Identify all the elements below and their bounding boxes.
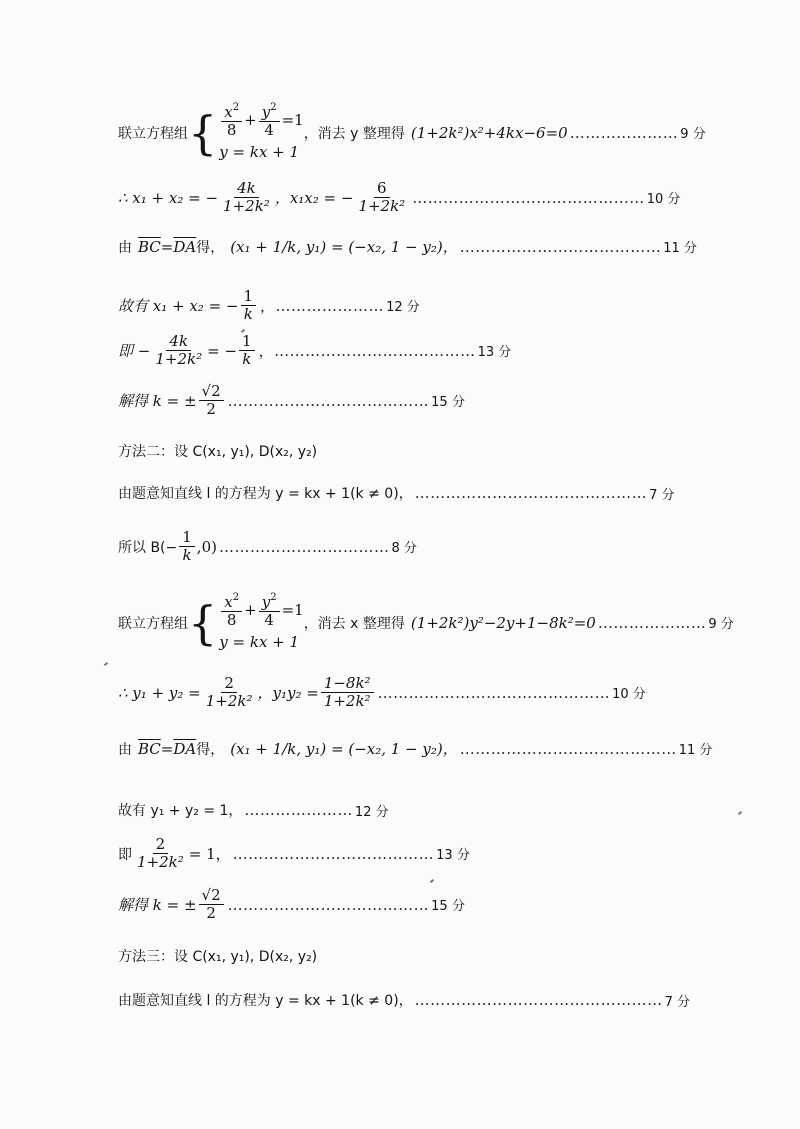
solution-line-equation-k: 即 − $\frac{4k}{\text{1+2k²}}$ = − $\frac{1}{k}$ ，………………………………… 13 分 — [118, 332, 512, 369]
left-brace: { — [188, 105, 218, 160]
leader-dots: ………………………………… — [459, 237, 662, 256]
fraction: $\frac{4k}{\text{1+2k²}}$ — [223, 179, 270, 216]
equation-system: { $\frac{x^2}{8}$ + $\frac{y^2}{4}$ =1 y = kx + 1 — [188, 102, 304, 164]
vector-bc: $\overline{BC}$ — [138, 739, 161, 758]
leader-dots: ，………………… — [260, 297, 385, 316]
fraction: $\frac{1}{k}$ — [179, 529, 195, 565]
leader-dots: ………………………………… — [227, 391, 430, 410]
score-mark: 7 分 — [664, 994, 691, 1010]
fraction: $\frac{2}{\text{1+2k²}}$ — [137, 835, 184, 872]
vector-equation: (x₁ + 1/k, y₁) = (−x₂, 1 − y₂)， — [230, 238, 458, 256]
elimination-note: ，消去 x 整理得 — [303, 615, 405, 632]
score-mark: 15 分 — [431, 395, 465, 411]
solution-line-sum-x: 故有 x₁ + x₂ = − $\frac{1}{k}$ ，………………… 12 分 — [118, 287, 420, 324]
method-three-heading: 方法三：设 C(x₁, y₁), D(x₂, y₂) — [118, 949, 318, 965]
leader-dots: ……………………………………… — [414, 484, 648, 502]
score-mark: 13 分 — [477, 345, 512, 361]
system-label: 联立方程组 — [118, 615, 188, 632]
score-mark: 11 分 — [663, 241, 697, 256]
left-brace: { — [188, 595, 218, 650]
quadratic-result: (1+2k²)x²+4kx−6=0 — [410, 123, 568, 142]
fraction: $\frac{√2}{2}$ — [199, 887, 224, 923]
solution-line-system-eliminate-y — [118, 102, 760, 164]
solution-line-system-eliminate-x — [118, 592, 760, 654]
leader-dots: …………………………… — [218, 537, 390, 556]
leader-dots: ………………… — [569, 123, 679, 142]
vector-bc: $\overline{BC}$ — [138, 237, 161, 256]
fraction: $\frac{\text{1−8k²}}{\text{1+2k²}}$ — [321, 675, 374, 711]
score-mark: 8 分 — [391, 541, 417, 557]
fraction: $\frac{1}{k}$ — [241, 288, 257, 324]
score-mark: 12 分 — [386, 300, 420, 316]
fraction: $\frac{√2}{2}$ — [199, 383, 224, 419]
score-mark: 12 分 — [354, 804, 389, 820]
score-mark: 9 分 — [680, 127, 706, 143]
equation-system: { $\frac{x^2}{8}$ + $\frac{y^2}{4}$ =1 y = kx + 1 — [188, 592, 304, 654]
solution-line-line-equation-2: 由题意知直线 l 的方程为 y = kx + 1(k ≠ 0)， ………………………………………… 7 分 — [118, 991, 691, 1010]
solution-line-point-b: 所以 B(− $\frac{1}{k}$ ,0) …………………………… 8 分 — [118, 528, 417, 565]
fraction: $\frac{1}{k}$ — [239, 333, 255, 369]
score-mark: 10 分 — [612, 687, 646, 703]
quadratic-result: (1+2k²)y²−2y+1−8k²=0 — [410, 613, 596, 632]
leader-dots: ………………… — [244, 801, 353, 819]
fraction: $\frac{2}{\text{1+2k²}}$ — [205, 674, 253, 711]
score-mark: 13 分 — [436, 848, 470, 864]
method-two-heading: 方法二：设 C(x₁, y₁), D(x₂, y₂) — [118, 444, 318, 460]
vector-equation: (x₁ + 1/k, y₁) = (−x₂, 1 − y₂)， — [230, 740, 458, 758]
fraction: $\frac{4k}{\text{1+2k²}}$ — [155, 332, 203, 369]
leader-dots: ………………………………………… — [414, 991, 663, 1009]
score-mark: 7 分 — [649, 487, 675, 503]
line-equation: y = kx + 1 — [219, 142, 300, 161]
leader-dots: ………………… — [597, 613, 707, 632]
system-label: 联立方程组 — [118, 125, 188, 142]
solution-line-line-equation: 由题意知直线 l 的方程为 y = kx + 1(k ≠ 0)， ……………………………………… 7 分 — [118, 484, 675, 503]
vector-da: $\overline{DA}$ — [173, 739, 197, 758]
solution-line-vector-condition-2: 由 $\overline{BC}$ = $\overline{DA}$ 得， (x₁ + 1/k, y₁) = (−x₂, 1 − y₂)， …………………………………… 11 分 — [118, 739, 713, 758]
vector-da: $\overline{DA}$ — [173, 237, 197, 256]
solution-line-equation-k-2: 即 $\frac{2}{\text{1+2k²}}$ = 1， ………………………………… 13 分 — [118, 835, 470, 872]
solution-line-vieta-x: ∴ x₁ + x₂ = − $\frac{4k}{\text{1+2k²}}$ ，x₁x₂ = − $\frac{6}{\text{1+2k²}}$ ……………………………………… 10 分 — [118, 179, 681, 216]
leader-dots: …………………………………… — [459, 739, 677, 758]
solution-line-solve-k-2: 解得 k = ± $\frac{√2}{2}$ ………………………………… 15 分 — [118, 886, 465, 923]
score-mark: 15 分 — [431, 899, 465, 915]
elimination-note: ，消去 y 整理得 — [303, 125, 405, 142]
score-mark: 9 分 — [708, 617, 734, 633]
leader-dots: ………………………………… — [232, 844, 435, 863]
score-mark: 10 分 — [646, 192, 681, 208]
leader-dots: ………………………………… — [227, 895, 430, 914]
solution-line-sum-y: 故有 y₁ + y₂ = 1， ………………… 12 分 — [118, 801, 389, 820]
solution-line-vieta-y: ∴ y₁ + y₂ = $\frac{2}{\text{1+2k²}}$ ，y₁y₂ = $\frac{\text{1−8k²}}{\text{1+2k²}}$ ……………………………………… 10 分 — [118, 674, 646, 711]
solution-line-solve-k: 解得 k = ± $\frac{√2}{2}$ ………………………………… 15 分 — [118, 382, 465, 419]
scan-speck — [430, 879, 434, 883]
fraction: $\frac{6}{\text{1+2k²}}$ — [358, 179, 406, 216]
leader-dots: ，………………………………… — [258, 342, 476, 361]
leader-dots: ……………………………………… — [377, 683, 611, 702]
scan-speck — [104, 662, 108, 666]
solution-line-vector-condition: 由 $\overline{BC}$ = $\overline{DA}$ 得， (x₁ + 1/k, y₁) = (−x₂, 1 − y₂)， ………………………………… 11 分 — [118, 237, 697, 256]
score-mark: 11 分 — [678, 743, 713, 758]
line-equation: y = kx + 1 — [219, 632, 300, 651]
leader-dots: ……………………………………… — [412, 188, 645, 207]
